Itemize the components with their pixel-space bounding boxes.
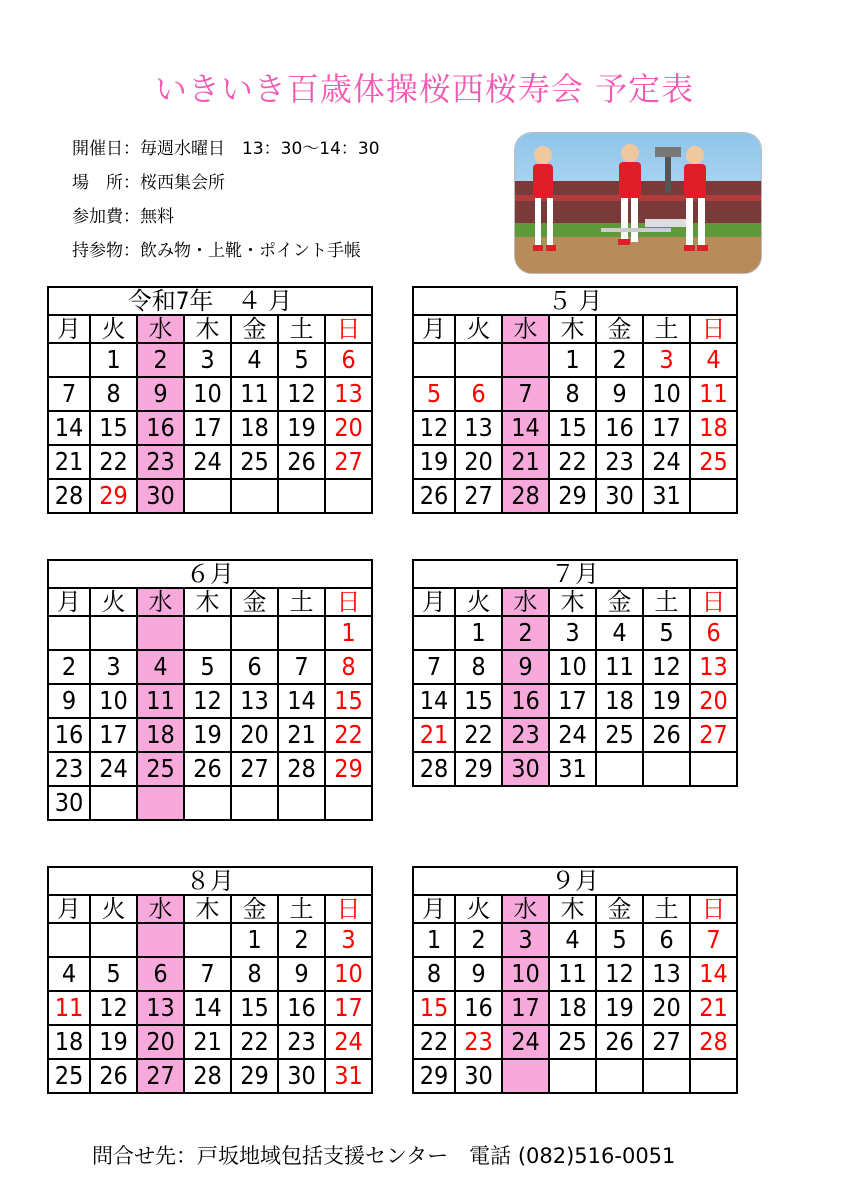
- day-cell: 31: [325, 1059, 372, 1093]
- day-cell: 22: [325, 718, 372, 752]
- day-cell: 7: [413, 650, 455, 684]
- day-cell: 13: [643, 957, 690, 991]
- empty-cell: [690, 1059, 737, 1093]
- weekday-header: 火: [455, 315, 502, 343]
- day-cell: 3: [549, 616, 596, 650]
- day-cell: 30: [278, 1059, 325, 1093]
- empty-cell: [502, 1059, 549, 1093]
- day-cell: 20: [455, 445, 502, 479]
- day-cell: 7: [184, 957, 231, 991]
- info-separator: ：: [123, 139, 140, 159]
- day-cell: 14: [184, 991, 231, 1025]
- day-cell: 14: [48, 411, 90, 445]
- month-calendar: [47, 559, 373, 821]
- weekday-header: 金: [596, 315, 643, 343]
- weekday-header: 火: [455, 895, 502, 923]
- day-cell: 20: [137, 1025, 184, 1059]
- day-cell: 21: [48, 445, 90, 479]
- empty-cell: [48, 923, 90, 957]
- day-cell: 28: [48, 479, 90, 513]
- day-cell: 13: [455, 411, 502, 445]
- day-cell: 1: [549, 343, 596, 377]
- day-cell: 21: [502, 445, 549, 479]
- day-cell: 27: [690, 718, 737, 752]
- day-cell: 19: [596, 991, 643, 1025]
- exercise-photo: [514, 132, 762, 274]
- day-cell: 30: [137, 479, 184, 513]
- day-cell: 10: [502, 957, 549, 991]
- day-cell: 20: [690, 684, 737, 718]
- day-cell: 15: [231, 991, 278, 1025]
- day-cell: 28: [690, 1025, 737, 1059]
- day-cell: 23: [48, 752, 90, 786]
- day-cell: 26: [643, 718, 690, 752]
- stadium-illustration: [515, 133, 761, 273]
- day-cell: 23: [502, 718, 549, 752]
- empty-cell: [690, 479, 737, 513]
- day-cell: 16: [596, 411, 643, 445]
- day-cell: 24: [502, 1025, 549, 1059]
- day-cell: 29: [90, 479, 137, 513]
- day-cell: 30: [596, 479, 643, 513]
- day-cell: 3: [184, 343, 231, 377]
- weekday-header: 水: [502, 315, 549, 343]
- month-calendar: [47, 286, 373, 514]
- day-cell: 5: [596, 923, 643, 957]
- weekday-header: 月: [48, 588, 90, 616]
- month-title: ９月: [413, 867, 737, 895]
- day-cell: 5: [90, 957, 137, 991]
- weekday-header: 月: [48, 315, 90, 343]
- day-cell: 21: [413, 718, 455, 752]
- empty-cell: [643, 752, 690, 786]
- empty-cell: [325, 479, 372, 513]
- day-cell: 25: [137, 752, 184, 786]
- month-calendar: [47, 866, 373, 1094]
- empty-cell: [231, 479, 278, 513]
- day-cell: 24: [184, 445, 231, 479]
- day-cell: 26: [413, 479, 455, 513]
- day-cell: 9: [596, 377, 643, 411]
- day-cell: 10: [549, 650, 596, 684]
- day-cell: 6: [231, 650, 278, 684]
- day-cell: 9: [137, 377, 184, 411]
- day-cell: 6: [643, 923, 690, 957]
- day-cell: 11: [549, 957, 596, 991]
- empty-cell: [184, 786, 231, 820]
- day-cell: 26: [278, 445, 325, 479]
- weekday-header: 土: [643, 315, 690, 343]
- day-cell: 6: [325, 343, 372, 377]
- day-cell: 25: [690, 445, 737, 479]
- page-title: いきいき百歳体操桜西桜寿会 予定表: [154, 70, 695, 108]
- day-cell: 29: [455, 752, 502, 786]
- day-cell: 14: [690, 957, 737, 991]
- weekday-header: 金: [231, 315, 278, 343]
- day-cell: 24: [643, 445, 690, 479]
- day-cell: 9: [278, 957, 325, 991]
- day-cell: 8: [90, 377, 137, 411]
- weekday-header: 木: [549, 895, 596, 923]
- day-cell: 2: [137, 343, 184, 377]
- day-cell: 28: [278, 752, 325, 786]
- weekday-header: 日: [325, 895, 372, 923]
- day-cell: 22: [413, 1025, 455, 1059]
- day-cell: 28: [502, 479, 549, 513]
- day-cell: 12: [184, 684, 231, 718]
- day-cell: 14: [278, 684, 325, 718]
- month-title: ５ 月: [413, 287, 737, 315]
- day-cell: 29: [231, 1059, 278, 1093]
- day-cell: 22: [455, 718, 502, 752]
- day-cell: 29: [549, 479, 596, 513]
- day-cell: 10: [325, 957, 372, 991]
- weekday-header: 水: [137, 588, 184, 616]
- day-cell: 11: [596, 650, 643, 684]
- day-cell: 13: [325, 377, 372, 411]
- month-title: ６月: [48, 560, 372, 588]
- day-cell: 30: [455, 1059, 502, 1093]
- info-value: 毎週水曜日 13：30〜14：30: [140, 139, 380, 159]
- day-cell: 11: [48, 991, 90, 1025]
- day-cell: 22: [90, 445, 137, 479]
- day-cell: 7: [48, 377, 90, 411]
- info-separator: ：: [123, 241, 140, 261]
- weekday-header: 水: [502, 895, 549, 923]
- day-cell: 15: [90, 411, 137, 445]
- day-cell: 5: [413, 377, 455, 411]
- empty-cell: [549, 1059, 596, 1093]
- day-cell: 15: [325, 684, 372, 718]
- day-cell: 4: [137, 650, 184, 684]
- day-cell: 4: [48, 957, 90, 991]
- day-cell: 3: [90, 650, 137, 684]
- weekday-header: 日: [690, 588, 737, 616]
- weekday-header: 月: [413, 588, 455, 616]
- day-cell: 19: [413, 445, 455, 479]
- empty-cell: [643, 1059, 690, 1093]
- day-cell: 5: [184, 650, 231, 684]
- day-cell: 25: [48, 1059, 90, 1093]
- day-cell: 8: [325, 650, 372, 684]
- day-cell: 18: [48, 1025, 90, 1059]
- info-label: 場 所: [72, 173, 123, 193]
- day-cell: 9: [455, 957, 502, 991]
- day-cell: 20: [231, 718, 278, 752]
- day-cell: 11: [231, 377, 278, 411]
- day-cell: 16: [48, 718, 90, 752]
- empty-cell: [184, 616, 231, 650]
- weekday-header: 木: [184, 895, 231, 923]
- day-cell: 26: [90, 1059, 137, 1093]
- day-cell: 18: [231, 411, 278, 445]
- day-cell: 16: [502, 684, 549, 718]
- empty-cell: [137, 786, 184, 820]
- day-cell: 22: [231, 1025, 278, 1059]
- month-title: 令和7年 ４ 月: [48, 287, 372, 315]
- day-cell: 17: [549, 684, 596, 718]
- empty-cell: [596, 752, 643, 786]
- empty-cell: [278, 616, 325, 650]
- day-cell: 26: [184, 752, 231, 786]
- empty-cell: [90, 923, 137, 957]
- day-cell: 27: [137, 1059, 184, 1093]
- empty-cell: [137, 923, 184, 957]
- info-separator: ：: [123, 207, 140, 227]
- day-cell: 12: [278, 377, 325, 411]
- weekday-header: 土: [643, 895, 690, 923]
- weekday-header: 土: [278, 315, 325, 343]
- day-cell: 1: [325, 616, 372, 650]
- empty-cell: [48, 616, 90, 650]
- day-cell: 4: [231, 343, 278, 377]
- empty-cell: [90, 616, 137, 650]
- day-cell: 14: [413, 684, 455, 718]
- day-cell: 6: [455, 377, 502, 411]
- empty-cell: [231, 786, 278, 820]
- day-cell: 21: [278, 718, 325, 752]
- day-cell: 2: [278, 923, 325, 957]
- day-cell: 17: [325, 991, 372, 1025]
- month-title: ８月: [48, 867, 372, 895]
- weekday-header: 土: [278, 588, 325, 616]
- day-cell: 27: [231, 752, 278, 786]
- day-cell: 10: [90, 684, 137, 718]
- day-cell: 18: [596, 684, 643, 718]
- weekday-header: 水: [502, 588, 549, 616]
- weekday-header: 日: [325, 315, 372, 343]
- empty-cell: [690, 752, 737, 786]
- day-cell: 7: [278, 650, 325, 684]
- info-value: 飲み物・上靴・ポイント手帳: [140, 241, 361, 261]
- month-calendar: [412, 559, 738, 787]
- day-cell: 15: [549, 411, 596, 445]
- weekday-header: 金: [596, 895, 643, 923]
- weekday-header: 木: [184, 588, 231, 616]
- day-cell: 19: [278, 411, 325, 445]
- info-separator: ：: [123, 173, 140, 193]
- weekday-header: 日: [325, 588, 372, 616]
- day-cell: 24: [325, 1025, 372, 1059]
- day-cell: 13: [690, 650, 737, 684]
- info-row: [72, 132, 380, 166]
- day-cell: 14: [502, 411, 549, 445]
- empty-cell: [137, 616, 184, 650]
- day-cell: 8: [231, 957, 278, 991]
- day-cell: 31: [549, 752, 596, 786]
- day-cell: 28: [184, 1059, 231, 1093]
- weekday-header: 金: [596, 588, 643, 616]
- day-cell: 24: [549, 718, 596, 752]
- empty-cell: [413, 343, 455, 377]
- day-cell: 21: [184, 1025, 231, 1059]
- empty-cell: [413, 616, 455, 650]
- empty-cell: [325, 786, 372, 820]
- empty-cell: [48, 343, 90, 377]
- day-cell: 30: [502, 752, 549, 786]
- day-cell: 27: [643, 1025, 690, 1059]
- empty-cell: [184, 479, 231, 513]
- info-label: 開催日: [72, 139, 123, 159]
- day-cell: 1: [231, 923, 278, 957]
- day-cell: 12: [413, 411, 455, 445]
- day-cell: 2: [502, 616, 549, 650]
- day-cell: 12: [643, 650, 690, 684]
- day-cell: 12: [596, 957, 643, 991]
- day-cell: 27: [455, 479, 502, 513]
- day-cell: 20: [325, 411, 372, 445]
- event-info: [72, 132, 380, 268]
- day-cell: 16: [455, 991, 502, 1025]
- day-cell: 8: [549, 377, 596, 411]
- day-cell: 19: [90, 1025, 137, 1059]
- day-cell: 20: [643, 991, 690, 1025]
- day-cell: 11: [690, 377, 737, 411]
- day-cell: 29: [413, 1059, 455, 1093]
- day-cell: 17: [90, 718, 137, 752]
- weekday-header: 金: [231, 588, 278, 616]
- contact-footer: 問合せ先：戸坂地域包括支援センター 電話 (082)516-0051: [92, 1144, 676, 1168]
- day-cell: 15: [455, 684, 502, 718]
- empty-cell: [596, 1059, 643, 1093]
- day-cell: 13: [137, 991, 184, 1025]
- day-cell: 18: [690, 411, 737, 445]
- day-cell: 17: [184, 411, 231, 445]
- day-cell: 3: [325, 923, 372, 957]
- day-cell: 23: [278, 1025, 325, 1059]
- day-cell: 31: [643, 479, 690, 513]
- month-calendar: [412, 286, 738, 514]
- weekday-header: 火: [455, 588, 502, 616]
- day-cell: 11: [137, 684, 184, 718]
- day-cell: 7: [502, 377, 549, 411]
- weekday-header: 火: [90, 895, 137, 923]
- empty-cell: [90, 786, 137, 820]
- month-title: ７月: [413, 560, 737, 588]
- day-cell: 22: [549, 445, 596, 479]
- day-cell: 24: [90, 752, 137, 786]
- info-label: 持参物: [72, 241, 123, 261]
- day-cell: 23: [596, 445, 643, 479]
- day-cell: 3: [643, 343, 690, 377]
- day-cell: 29: [325, 752, 372, 786]
- day-cell: 17: [643, 411, 690, 445]
- day-cell: 12: [90, 991, 137, 1025]
- day-cell: 13: [231, 684, 278, 718]
- day-cell: 1: [90, 343, 137, 377]
- day-cell: 9: [502, 650, 549, 684]
- weekday-header: 日: [690, 895, 737, 923]
- weekday-header: 月: [48, 895, 90, 923]
- day-cell: 6: [690, 616, 737, 650]
- weekday-header: 月: [413, 315, 455, 343]
- info-row: [72, 200, 380, 234]
- day-cell: 10: [643, 377, 690, 411]
- day-cell: 26: [596, 1025, 643, 1059]
- weekday-header: 水: [137, 315, 184, 343]
- day-cell: 19: [184, 718, 231, 752]
- empty-cell: [231, 616, 278, 650]
- day-cell: 2: [48, 650, 90, 684]
- day-cell: 10: [184, 377, 231, 411]
- day-cell: 16: [137, 411, 184, 445]
- info-label: 参加費: [72, 207, 123, 227]
- weekday-header: 木: [549, 588, 596, 616]
- empty-cell: [278, 786, 325, 820]
- weekday-header: 火: [90, 588, 137, 616]
- day-cell: 8: [413, 957, 455, 991]
- info-row: [72, 166, 380, 200]
- weekday-header: 土: [278, 895, 325, 923]
- empty-cell: [502, 343, 549, 377]
- day-cell: 2: [455, 923, 502, 957]
- weekday-header: 水: [137, 895, 184, 923]
- day-cell: 2: [596, 343, 643, 377]
- day-cell: 15: [413, 991, 455, 1025]
- weekday-header: 木: [549, 315, 596, 343]
- day-cell: 4: [690, 343, 737, 377]
- empty-cell: [455, 343, 502, 377]
- day-cell: 7: [690, 923, 737, 957]
- day-cell: 5: [278, 343, 325, 377]
- day-cell: 4: [596, 616, 643, 650]
- info-value: 桜西集会所: [140, 173, 225, 193]
- empty-cell: [184, 923, 231, 957]
- day-cell: 30: [48, 786, 90, 820]
- day-cell: 6: [137, 957, 184, 991]
- day-cell: 25: [231, 445, 278, 479]
- day-cell: 5: [643, 616, 690, 650]
- weekday-header: 火: [90, 315, 137, 343]
- month-calendar: [412, 866, 738, 1094]
- info-row: [72, 234, 380, 268]
- day-cell: 1: [413, 923, 455, 957]
- day-cell: 1: [455, 616, 502, 650]
- day-cell: 25: [549, 1025, 596, 1059]
- day-cell: 25: [596, 718, 643, 752]
- weekday-header: 月: [413, 895, 455, 923]
- day-cell: 18: [137, 718, 184, 752]
- weekday-header: 土: [643, 588, 690, 616]
- weekday-header: 日: [690, 315, 737, 343]
- day-cell: 16: [278, 991, 325, 1025]
- day-cell: 27: [325, 445, 372, 479]
- day-cell: 9: [48, 684, 90, 718]
- day-cell: 3: [502, 923, 549, 957]
- empty-cell: [278, 479, 325, 513]
- day-cell: 19: [643, 684, 690, 718]
- day-cell: 23: [137, 445, 184, 479]
- day-cell: 23: [455, 1025, 502, 1059]
- info-value: 無料: [140, 207, 174, 227]
- day-cell: 28: [413, 752, 455, 786]
- day-cell: 18: [549, 991, 596, 1025]
- day-cell: 8: [455, 650, 502, 684]
- day-cell: 4: [549, 923, 596, 957]
- day-cell: 17: [502, 991, 549, 1025]
- weekday-header: 木: [184, 315, 231, 343]
- weekday-header: 金: [231, 895, 278, 923]
- day-cell: 21: [690, 991, 737, 1025]
